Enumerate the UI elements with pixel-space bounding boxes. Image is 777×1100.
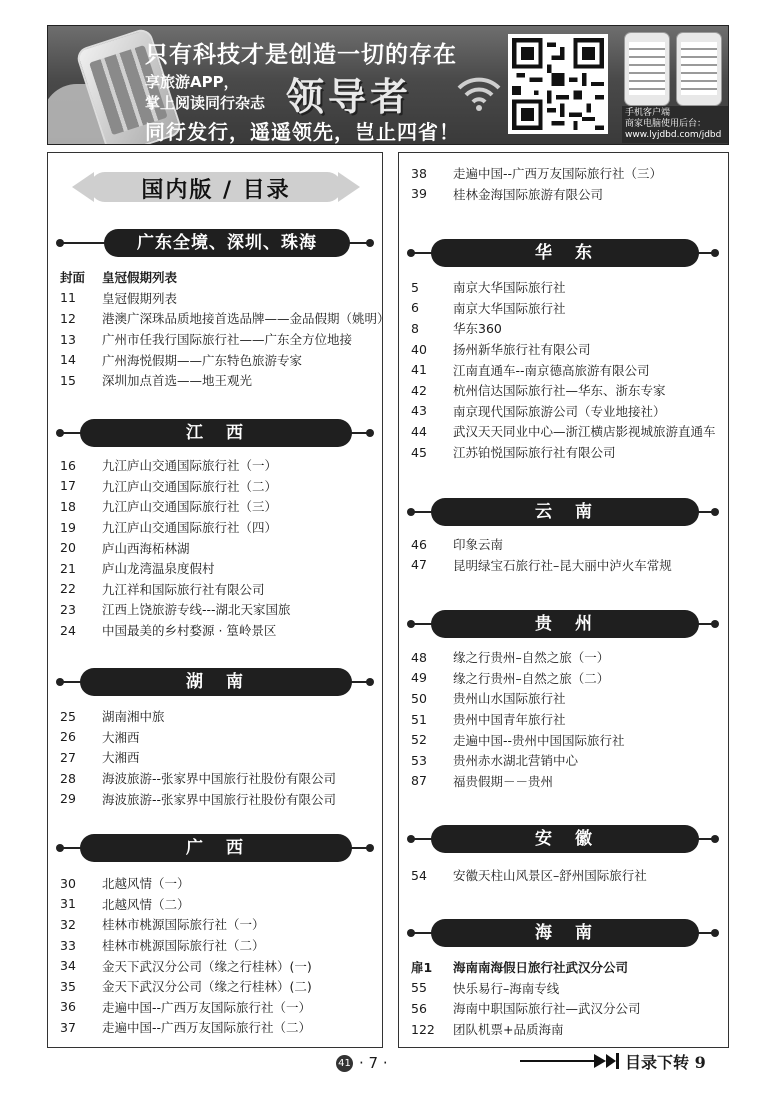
list-item[interactable]: 42 杭州信达国际旅行社—华东、浙东专家 [411,382,666,399]
banner-side-line2: 商家电脑使用后台： [625,119,707,129]
list-item[interactable]: 26 大湘西 [60,729,140,745]
section-header-hainan [403,919,723,947]
main-title [66,168,366,206]
next-page-link[interactable] [520,1050,706,1072]
section-title: 安 徽 [431,825,699,853]
list-item[interactable]: 17 九江庐山交通国际旅行社（二） [60,478,278,494]
section-header-guangxi [52,834,378,862]
section-header-anhui [403,825,723,853]
list-item[interactable]: 45 江苏铂悦国际旅行社有限公司 [411,444,616,461]
list-item[interactable]: 39 桂林金海国际旅游有限公司 [411,186,604,202]
section-list-jiangxi [60,455,291,640]
section-header-hunan [52,668,378,696]
list-item[interactable]: 43 南京现代国际旅游公司（专业地接社） [411,403,666,419]
list-item[interactable]: 47 昆明绿宝石旅行社–昆大丽中泸火车常规 [411,557,672,573]
toc-left-column [47,152,390,1048]
section-title: 江 西 [80,419,352,447]
banner-title: 只有科技才是创造一切的存在 [145,42,457,68]
toc-right-column [398,152,729,1048]
list-item[interactable]: 48 缘之行贵州–自然之旅（一） [411,649,610,666]
arrow-right-icon [606,1054,616,1068]
section-list-huadong [411,277,716,462]
list-item[interactable]: 25 湖南湘中旅 [60,708,165,725]
section-header-jiangxi [52,419,378,447]
list-item[interactable]: 24 中国最美的乡村婺源 · 篁岭景区 [60,622,277,639]
section-list-guangxi [60,873,312,1038]
banner-side-info [622,106,728,143]
list-item[interactable]: 28 海波旅游--张家界中国旅行社股份有限公司 [60,770,337,787]
qr-code[interactable] [508,34,608,134]
phone-screens [622,32,726,110]
list-item[interactable]: 8 华东360 [411,320,502,337]
wifi-icon [456,72,502,112]
page-number [336,1054,388,1072]
list-item[interactable]: 40 扬州新华旅行社有限公司 [411,341,591,358]
list-item[interactable]: 5 南京大华国际旅行社 [411,279,566,296]
list-item[interactable]: 35 金天下武汉分公司（缘之行桂林）(二) [60,978,312,995]
banner-side-line1: 手机客户端 [625,108,671,118]
bar-divider [616,1053,619,1069]
section-header-guangdong [52,229,378,257]
section-title: 湖 南 [80,668,352,696]
list-item[interactable]: 29 海波旅游--张家界中国旅行社股份有限公司 [60,791,337,807]
list-item[interactable]: 扉1 海南南海假日旅行社武汉分公司 [411,960,629,976]
section-title: 广 西 [80,834,352,862]
section-list-hainan [411,957,641,1039]
list-item[interactable]: 33 桂林市桃源国际旅行社（二） [60,937,265,954]
list-item[interactable]: 12 港澳广深珠品质地接首选品牌——金品假期（姚明） [60,310,390,327]
list-item[interactable]: 53 贵州赤水湖北营销中心 [411,752,579,769]
arrow-right-icon [594,1054,606,1068]
list-item[interactable]: 87 福贵假期－－贵州 [411,773,554,789]
list-item[interactable]: 13 广州市任我行国际旅行社——广东全方位地接 [60,331,353,348]
section-list-guangdong [60,267,390,391]
list-item[interactable]: 34 金天下武汉分公司（缘之行桂林）(一) [60,958,312,974]
list-item[interactable]: 22 九江祥和国际旅行社有限公司 [60,581,265,597]
list-item[interactable]: 52 走遍中国--贵州中国国际旅行社 [411,732,625,748]
banner-side-url[interactable]: www.lyjdbd.com/jdbd [625,130,722,140]
section-list-guizhou [411,647,625,791]
list-item[interactable]: 36 走遍中国--广西万友国际旅行社（一） [60,999,312,1015]
list-item[interactable]: 6 南京大华国际旅行社 [411,300,566,316]
section-title: 云 南 [431,498,699,526]
section-list-anhui [411,865,647,886]
list-item[interactable]: 15 深圳加点首选——地王观光 [60,372,253,389]
list-item[interactable]: 41 江南直通车--南京德高旅游有限公司 [411,362,650,378]
list-item[interactable]: 37 走遍中国--广西万友国际旅行社（二） [60,1019,312,1036]
section-list-yunnan [411,534,672,575]
banner-app-line: 享旅游APP， [145,73,239,91]
list-item[interactable]: 23 江西上饶旅游专线---湖北天家国旅 [60,601,291,618]
list-item[interactable]: 31 北越风情（二） [60,896,190,912]
section-title: 华 东 [431,239,699,267]
page-number-text: · 7 · [359,1054,388,1072]
list-item[interactable]: 56 海南中职国际旅行社—武汉分公司 [411,1000,641,1017]
list-item[interactable]: 49 缘之行贵州–自然之旅（二） [411,670,610,686]
list-item[interactable]: 18 九江庐山交通国际旅行社（三） [60,498,278,515]
banner-slogan: 同行发行，遥遥领先，岂止四省！ [145,120,460,144]
list-item[interactable]: 44 武汉天天同业中心—浙江横店影视城旅游直通车 [411,423,716,440]
header-banner [47,25,729,145]
leaf-icon: 41 [336,1055,353,1072]
section-list-hunan [60,706,336,809]
list-item[interactable]: 11 皇冠假期列表 [60,290,178,306]
list-item[interactable]: 54 安徽天柱山风景区–舒州国际旅行社 [411,867,647,884]
list-item[interactable]: 122 团队机票+品质海南 [411,1021,564,1038]
main-title-text: 国内版 / 目录 [141,178,291,203]
next-page-text[interactable]: 目录下转 9 [625,1052,706,1072]
section-title: 贵 州 [431,610,699,638]
banner-leader: 领导者 [286,75,413,119]
section-header-yunnan [403,498,723,526]
list-item[interactable]: 19 九江庐山交通国际旅行社（四） [60,519,278,536]
list-item[interactable]: 51 贵州中国青年旅行社 [411,711,566,728]
continued-list-guangxi [411,163,662,204]
list-item[interactable]: 30 北越风情（一） [60,875,190,892]
list-item[interactable]: 55 快乐易行–海南专线 [411,980,560,996]
banner-read-line: 掌上阅读同行杂志 [145,94,266,112]
list-item[interactable]: 27 大湘西 [60,749,140,766]
section-header-huadong [403,239,723,267]
arrow-line [520,1060,594,1062]
list-item[interactable]: 21 庐山龙湾温泉度假村 [60,560,215,577]
list-item[interactable]: 38 走遍中国--广西万友国际旅行社（三） [411,165,663,182]
section-title: 广东全境、深圳、珠海 [104,229,350,257]
list-item[interactable]: 14 广州海悦假期——广东特色旅游专家 [60,352,303,368]
section-header-guizhou [403,610,723,638]
list-item[interactable]: 16 九江庐山交通国际旅行社（一） [60,457,278,474]
list-item[interactable]: 32 桂林市桃源国际旅行社（一） [60,916,265,933]
list-item[interactable]: 封面 皇冠假期列表 [60,270,178,286]
list-item[interactable]: 50 贵州山水国际旅行社 [411,690,566,707]
list-item[interactable]: 46 印象云南 [411,536,504,553]
list-item[interactable]: 20 庐山西海柘林湖 [60,540,190,556]
section-title: 海 南 [431,919,699,947]
